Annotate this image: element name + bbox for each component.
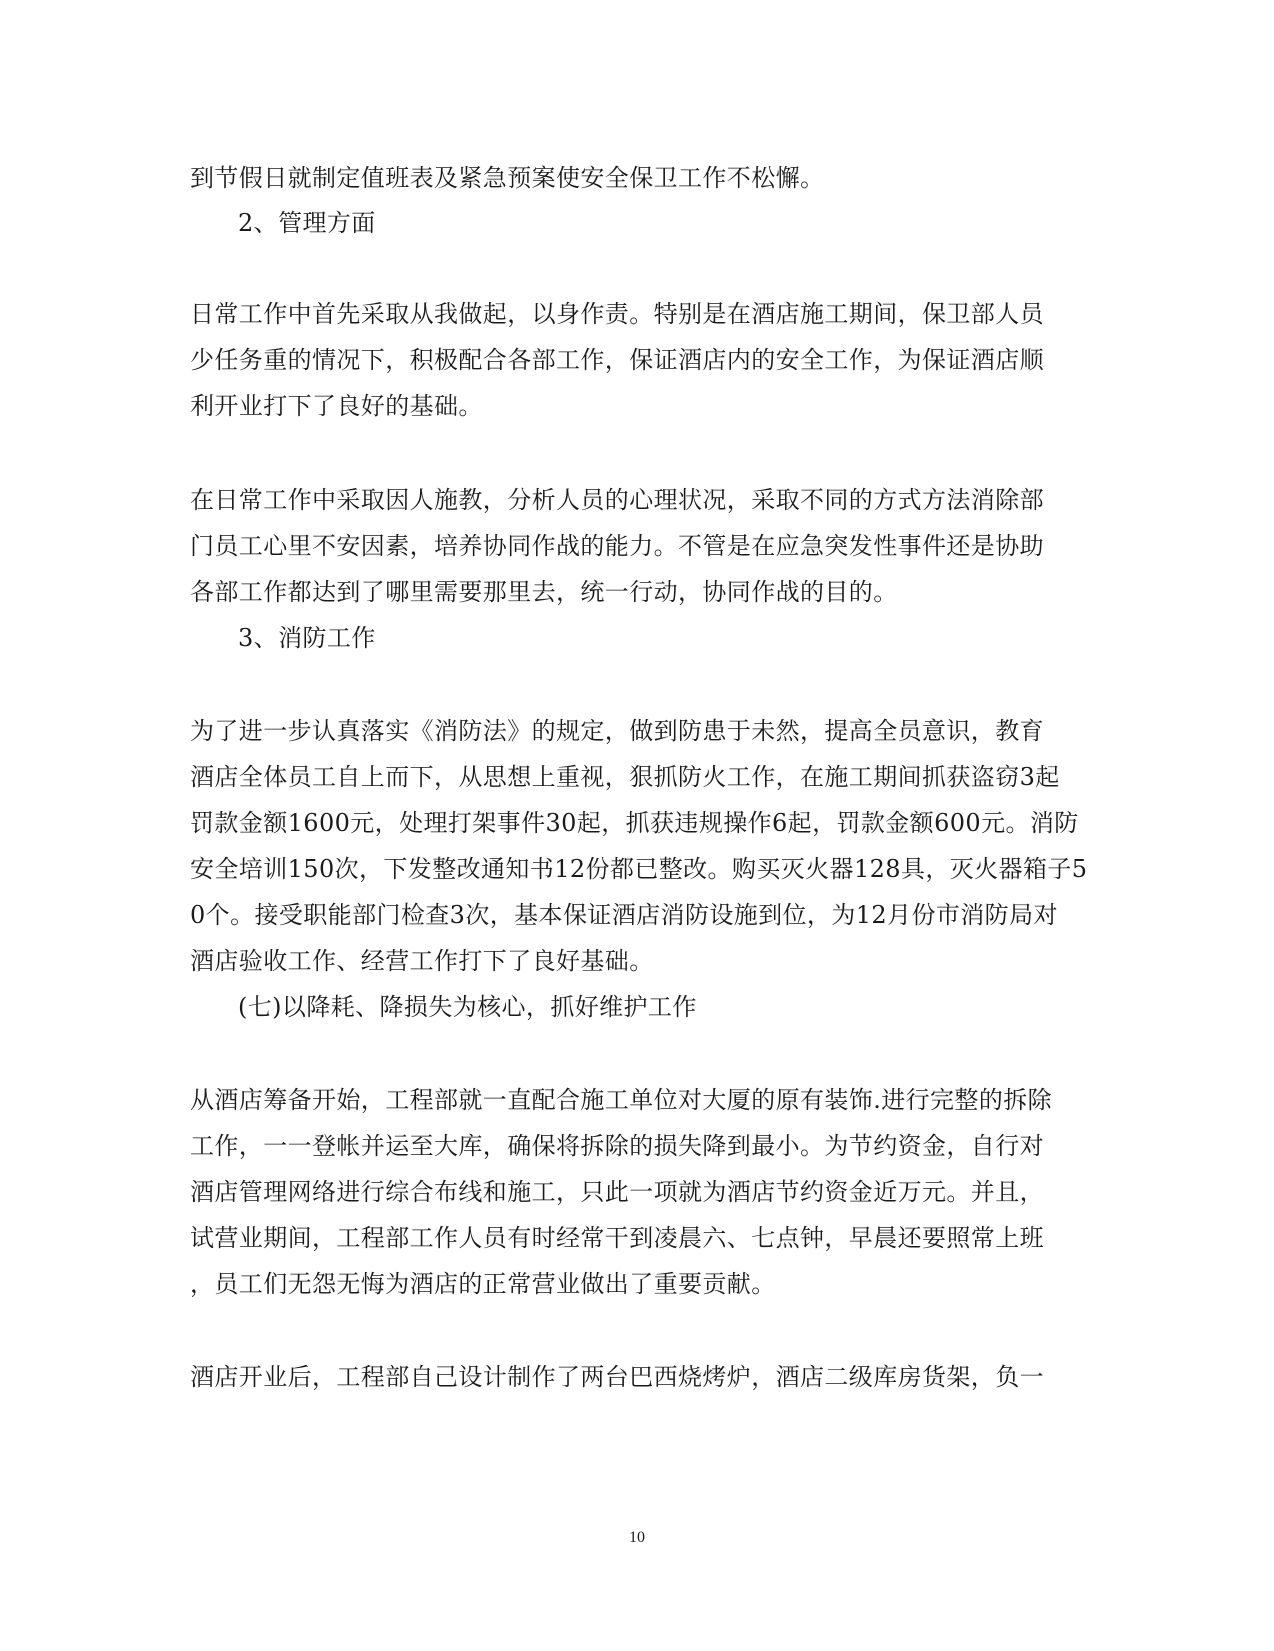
paragraph-line: 罚款金额1600元，处理打架事件30起，抓获违规操作6起，罚款金额600元。消防	[190, 809, 1079, 837]
paragraph-line: 试营业期间，工程部工作人员有时经常干到凌晨六、七点钟，早晨还要照常上班	[190, 1224, 1044, 1252]
paragraph-line: 门员工心里不安因素，培养协同作战的能力。不管是在应急突发性事件还是协助	[190, 532, 1044, 560]
paragraph-line: 少任务重的情况下，积极配合各部工作，保证酒店内的安全工作，为保证酒店顺	[190, 346, 1044, 374]
paragraph-line: 酒店验收工作、经营工作打下了良好基础。	[190, 947, 654, 975]
paragraph-line: 各部工作都达到了哪里需要那里去，统一行动，协同作战的目的。	[190, 578, 898, 606]
paragraph-line: 酒店开业后，工程部自己设计制作了两台巴西烧烤炉，酒店二级库房货架，负一	[190, 1363, 1044, 1391]
paragraph-line: 安全培训150次，下发整改通知书12份都已整改。购买灭火器128具，灭火器箱子5	[190, 855, 1088, 883]
paragraph-line: 为了进一步认真落实《消防法》的规定，做到防患于未然，提高全员意识，教育	[190, 717, 1044, 745]
paragraph-line: 0个。接受职能部门检查3次，基本保证酒店消防设施到位，为12月份市消防局对	[190, 901, 1058, 929]
paragraph-line: 日常工作中首先采取从我做起，以身作责。特别是在酒店施工期间，保卫部人员	[190, 300, 1044, 328]
section-heading: 3、消防工作	[238, 624, 376, 652]
paragraph-line: 从酒店筹备开始，工程部就一直配合施工单位对大厦的原有装饰.进行完整的拆除	[190, 1086, 1053, 1114]
paragraph-line: 在日常工作中采取因人施教，分析人员的心理状况，采取不同的方式方法消除部	[190, 486, 1044, 514]
paragraph-line: 到节假日就制定值班表及紧急预案使安全保卫工作不松懈。	[190, 164, 825, 192]
page-number: 10	[629, 1529, 645, 1546]
section-heading: 2、管理方面	[238, 209, 376, 237]
section-heading: (七)以降耗、降损失为核心，抓好维护工作	[238, 993, 697, 1021]
paragraph-line: 酒店管理网络进行综合布线和施工，只此一项就为酒店节约资金近万元。并且，	[190, 1178, 1044, 1206]
paragraph-line: 利开业打下了良好的基础。	[190, 392, 483, 420]
paragraph-line: 酒店全体员工自上而下，从思想上重视，狠抓防火工作，在施工期间抓获盗窃3起	[190, 763, 1060, 791]
paragraph-line: 工作，一一登帐并运至大库，确保将拆除的损失降到最小。为节约资金，自行对	[190, 1132, 1044, 1160]
paragraph-line: ，员工们无怨无悔为酒店的正常营业做出了重要贡献。	[190, 1270, 776, 1298]
